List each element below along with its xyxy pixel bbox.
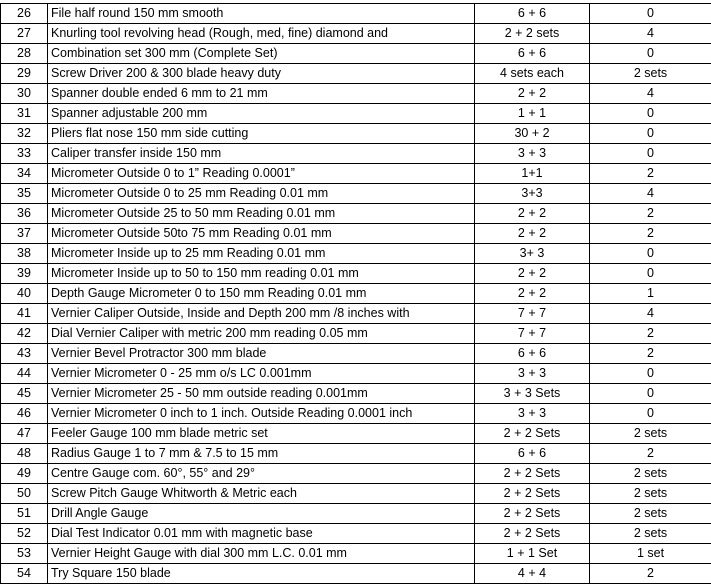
available-cell: 0 — [590, 244, 711, 264]
table-row — [1, 224, 711, 244]
item-description-cell: Vernier Micrometer 0 inch to 1 inch. Outside Reading 0.0001 inch — [48, 404, 475, 424]
item-description-cell: Vernier Caliper Outside, Inside and Depth 200 mm /8 inches with — [48, 304, 475, 324]
quantity-cell: 6 + 6 — [475, 44, 590, 64]
item-description-cell: Vernier Micrometer 25 - 50 mm outside reading 0.001mm — [48, 384, 475, 404]
item-description-cell: Screw Driver 200 & 300 blade heavy duty — [48, 64, 475, 84]
available-cell: 2 — [590, 204, 711, 224]
item-description-cell: Vernier Height Gauge with dial 300 mm L.C. 0.01 mm — [48, 544, 475, 564]
row-number-cell: 26 — [1, 4, 48, 24]
row-number-cell: 29 — [1, 64, 48, 84]
table-row — [1, 564, 711, 584]
item-description-cell: Radius Gauge 1 to 7 mm & 7.5 to 15 mm — [48, 444, 475, 464]
row-number-cell: 36 — [1, 204, 48, 224]
table-row — [1, 444, 711, 464]
item-description-cell: Spanner adjustable 200 mm — [48, 104, 475, 124]
item-description-cell: Knurling tool revolving head (Rough, med, fine) diamond and — [48, 24, 475, 44]
quantity-cell: 3+3 — [475, 184, 590, 204]
available-cell: 1 — [590, 284, 711, 304]
row-number-cell: 31 — [1, 104, 48, 124]
available-cell: 2 — [590, 224, 711, 244]
row-number-cell: 46 — [1, 404, 48, 424]
row-number-cell: 32 — [1, 124, 48, 144]
available-cell: 2 — [590, 164, 711, 184]
table-row — [1, 284, 711, 304]
available-cell: 4 — [590, 184, 711, 204]
quantity-cell: 7 + 7 — [475, 304, 590, 324]
quantity-cell: 6 + 6 — [475, 344, 590, 364]
table-row — [1, 424, 711, 444]
quantity-cell: 1+1 — [475, 164, 590, 184]
available-cell: 2 — [590, 564, 711, 584]
table-row — [1, 44, 711, 64]
row-number-cell: 34 — [1, 164, 48, 184]
available-cell: 2 sets — [590, 464, 711, 484]
item-description-cell: Combination set 300 mm (Complete Set) — [48, 44, 475, 64]
row-number-cell: 30 — [1, 84, 48, 104]
item-description-cell: Screw Pitch Gauge Whitworth & Metric each — [48, 484, 475, 504]
table-row — [1, 64, 711, 84]
table-row — [1, 24, 711, 44]
available-cell: 0 — [590, 264, 711, 284]
table-row — [1, 304, 711, 324]
quantity-cell: 2 + 2 sets — [475, 24, 590, 44]
available-cell: 2 sets — [590, 504, 711, 524]
table-row — [1, 244, 711, 264]
item-description-cell: Micrometer Inside up to 50 to 150 mm reading 0.01 mm — [48, 264, 475, 284]
item-description-cell: Spanner double ended 6 mm to 21 mm — [48, 84, 475, 104]
item-description-cell: Drill Angle Gauge — [48, 504, 475, 524]
equipment-table-body — [1, 4, 711, 584]
table-row — [1, 524, 711, 544]
row-number-cell: 50 — [1, 484, 48, 504]
quantity-cell: 2 + 2 — [475, 284, 590, 304]
row-number-cell: 41 — [1, 304, 48, 324]
table-row — [1, 4, 711, 24]
available-cell: 2 sets — [590, 424, 711, 444]
row-number-cell: 49 — [1, 464, 48, 484]
table-row — [1, 404, 711, 424]
available-cell: 2 — [590, 324, 711, 344]
item-description-cell: Try Square 150 blade — [48, 564, 475, 584]
table-row — [1, 504, 711, 524]
table-row — [1, 204, 711, 224]
available-cell: 0 — [590, 404, 711, 424]
table-row — [1, 344, 711, 364]
quantity-cell: 2 + 2 Sets — [475, 484, 590, 504]
quantity-cell: 3 + 3 — [475, 364, 590, 384]
item-description-cell: Pliers flat nose 150 mm side cutting — [48, 124, 475, 144]
row-number-cell: 52 — [1, 524, 48, 544]
item-description-cell: Vernier Bevel Protractor 300 mm blade — [48, 344, 475, 364]
item-description-cell: Micrometer Inside up to 25 mm Reading 0.01 mm — [48, 244, 475, 264]
available-cell: 2 sets — [590, 64, 711, 84]
quantity-cell: 1 + 1 Set — [475, 544, 590, 564]
quantity-cell: 6 + 6 — [475, 444, 590, 464]
item-description-cell: Centre Gauge com. 60°, 55° and 29° — [48, 464, 475, 484]
quantity-cell: 4 + 4 — [475, 564, 590, 584]
quantity-cell: 3+ 3 — [475, 244, 590, 264]
row-number-cell: 40 — [1, 284, 48, 304]
quantity-cell: 7 + 7 — [475, 324, 590, 344]
row-number-cell: 33 — [1, 144, 48, 164]
table-row — [1, 484, 711, 504]
quantity-cell: 2 + 2 — [475, 224, 590, 244]
row-number-cell: 27 — [1, 24, 48, 44]
available-cell: 4 — [590, 304, 711, 324]
quantity-cell: 2 + 2 Sets — [475, 504, 590, 524]
quantity-cell: 30 + 2 — [475, 124, 590, 144]
quantity-cell: 1 + 1 — [475, 104, 590, 124]
item-description-cell: Dial Vernier Caliper with metric 200 mm reading 0.05 mm — [48, 324, 475, 344]
row-number-cell: 28 — [1, 44, 48, 64]
available-cell: 2 sets — [590, 524, 711, 544]
table-row — [1, 324, 711, 344]
available-cell: 2 sets — [590, 484, 711, 504]
row-number-cell: 45 — [1, 384, 48, 404]
row-number-cell: 47 — [1, 424, 48, 444]
item-description-cell: Depth Gauge Micrometer 0 to 150 mm Reading 0.01 mm — [48, 284, 475, 304]
row-number-cell: 37 — [1, 224, 48, 244]
item-description-cell: Micrometer Outside 50to 75 mm Reading 0.01 mm — [48, 224, 475, 244]
row-number-cell: 51 — [1, 504, 48, 524]
quantity-cell: 3 + 3 Sets — [475, 384, 590, 404]
quantity-cell: 6 + 6 — [475, 4, 590, 24]
available-cell: 0 — [590, 124, 711, 144]
available-cell: 4 — [590, 84, 711, 104]
available-cell: 4 — [590, 24, 711, 44]
available-cell: 0 — [590, 144, 711, 164]
row-number-cell: 35 — [1, 184, 48, 204]
available-cell: 2 — [590, 444, 711, 464]
item-description-cell: Feeler Gauge 100 mm blade metric set — [48, 424, 475, 444]
table-row — [1, 384, 711, 404]
item-description-cell: Dial Test Indicator 0.01 mm with magnetic base — [48, 524, 475, 544]
table-row — [1, 184, 711, 204]
table-row — [1, 104, 711, 124]
quantity-cell: 2 + 2 Sets — [475, 424, 590, 444]
table-row — [1, 464, 711, 484]
item-description-cell: File half round 150 mm smooth — [48, 4, 475, 24]
item-description-cell: Vernier Micrometer 0 - 25 mm o/s LC 0.001mm — [48, 364, 475, 384]
table-row — [1, 144, 711, 164]
quantity-cell: 2 + 2 — [475, 204, 590, 224]
available-cell: 0 — [590, 104, 711, 124]
available-cell: 1 set — [590, 544, 711, 564]
quantity-cell: 3 + 3 — [475, 404, 590, 424]
table-row — [1, 544, 711, 564]
row-number-cell: 44 — [1, 364, 48, 384]
item-description-cell: Micrometer Outside 25 to 50 mm Reading 0.01 mm — [48, 204, 475, 224]
available-cell: 0 — [590, 364, 711, 384]
table-row — [1, 364, 711, 384]
available-cell: 0 — [590, 4, 711, 24]
item-description-cell: Micrometer Outside 0 to 1” Reading 0.0001” — [48, 164, 475, 184]
row-number-cell: 48 — [1, 444, 48, 464]
available-cell: 2 — [590, 344, 711, 364]
quantity-cell: 2 + 2 Sets — [475, 524, 590, 544]
table-row — [1, 164, 711, 184]
quantity-cell: 4 sets each — [475, 64, 590, 84]
available-cell: 0 — [590, 44, 711, 64]
quantity-cell: 2 + 2 — [475, 264, 590, 284]
quantity-cell: 3 + 3 — [475, 144, 590, 164]
table-row — [1, 264, 711, 284]
table-row — [1, 124, 711, 144]
row-number-cell: 39 — [1, 264, 48, 284]
row-number-cell: 42 — [1, 324, 48, 344]
item-description-cell: Caliper transfer inside 150 mm — [48, 144, 475, 164]
quantity-cell: 2 + 2 — [475, 84, 590, 104]
row-number-cell: 54 — [1, 564, 48, 584]
row-number-cell: 53 — [1, 544, 48, 564]
table-row — [1, 84, 711, 104]
row-number-cell: 38 — [1, 244, 48, 264]
available-cell: 0 — [590, 384, 711, 404]
item-description-cell: Micrometer Outside 0 to 25 mm Reading 0.01 mm — [48, 184, 475, 204]
equipment-table — [0, 3, 711, 584]
quantity-cell: 2 + 2 Sets — [475, 464, 590, 484]
row-number-cell: 43 — [1, 344, 48, 364]
